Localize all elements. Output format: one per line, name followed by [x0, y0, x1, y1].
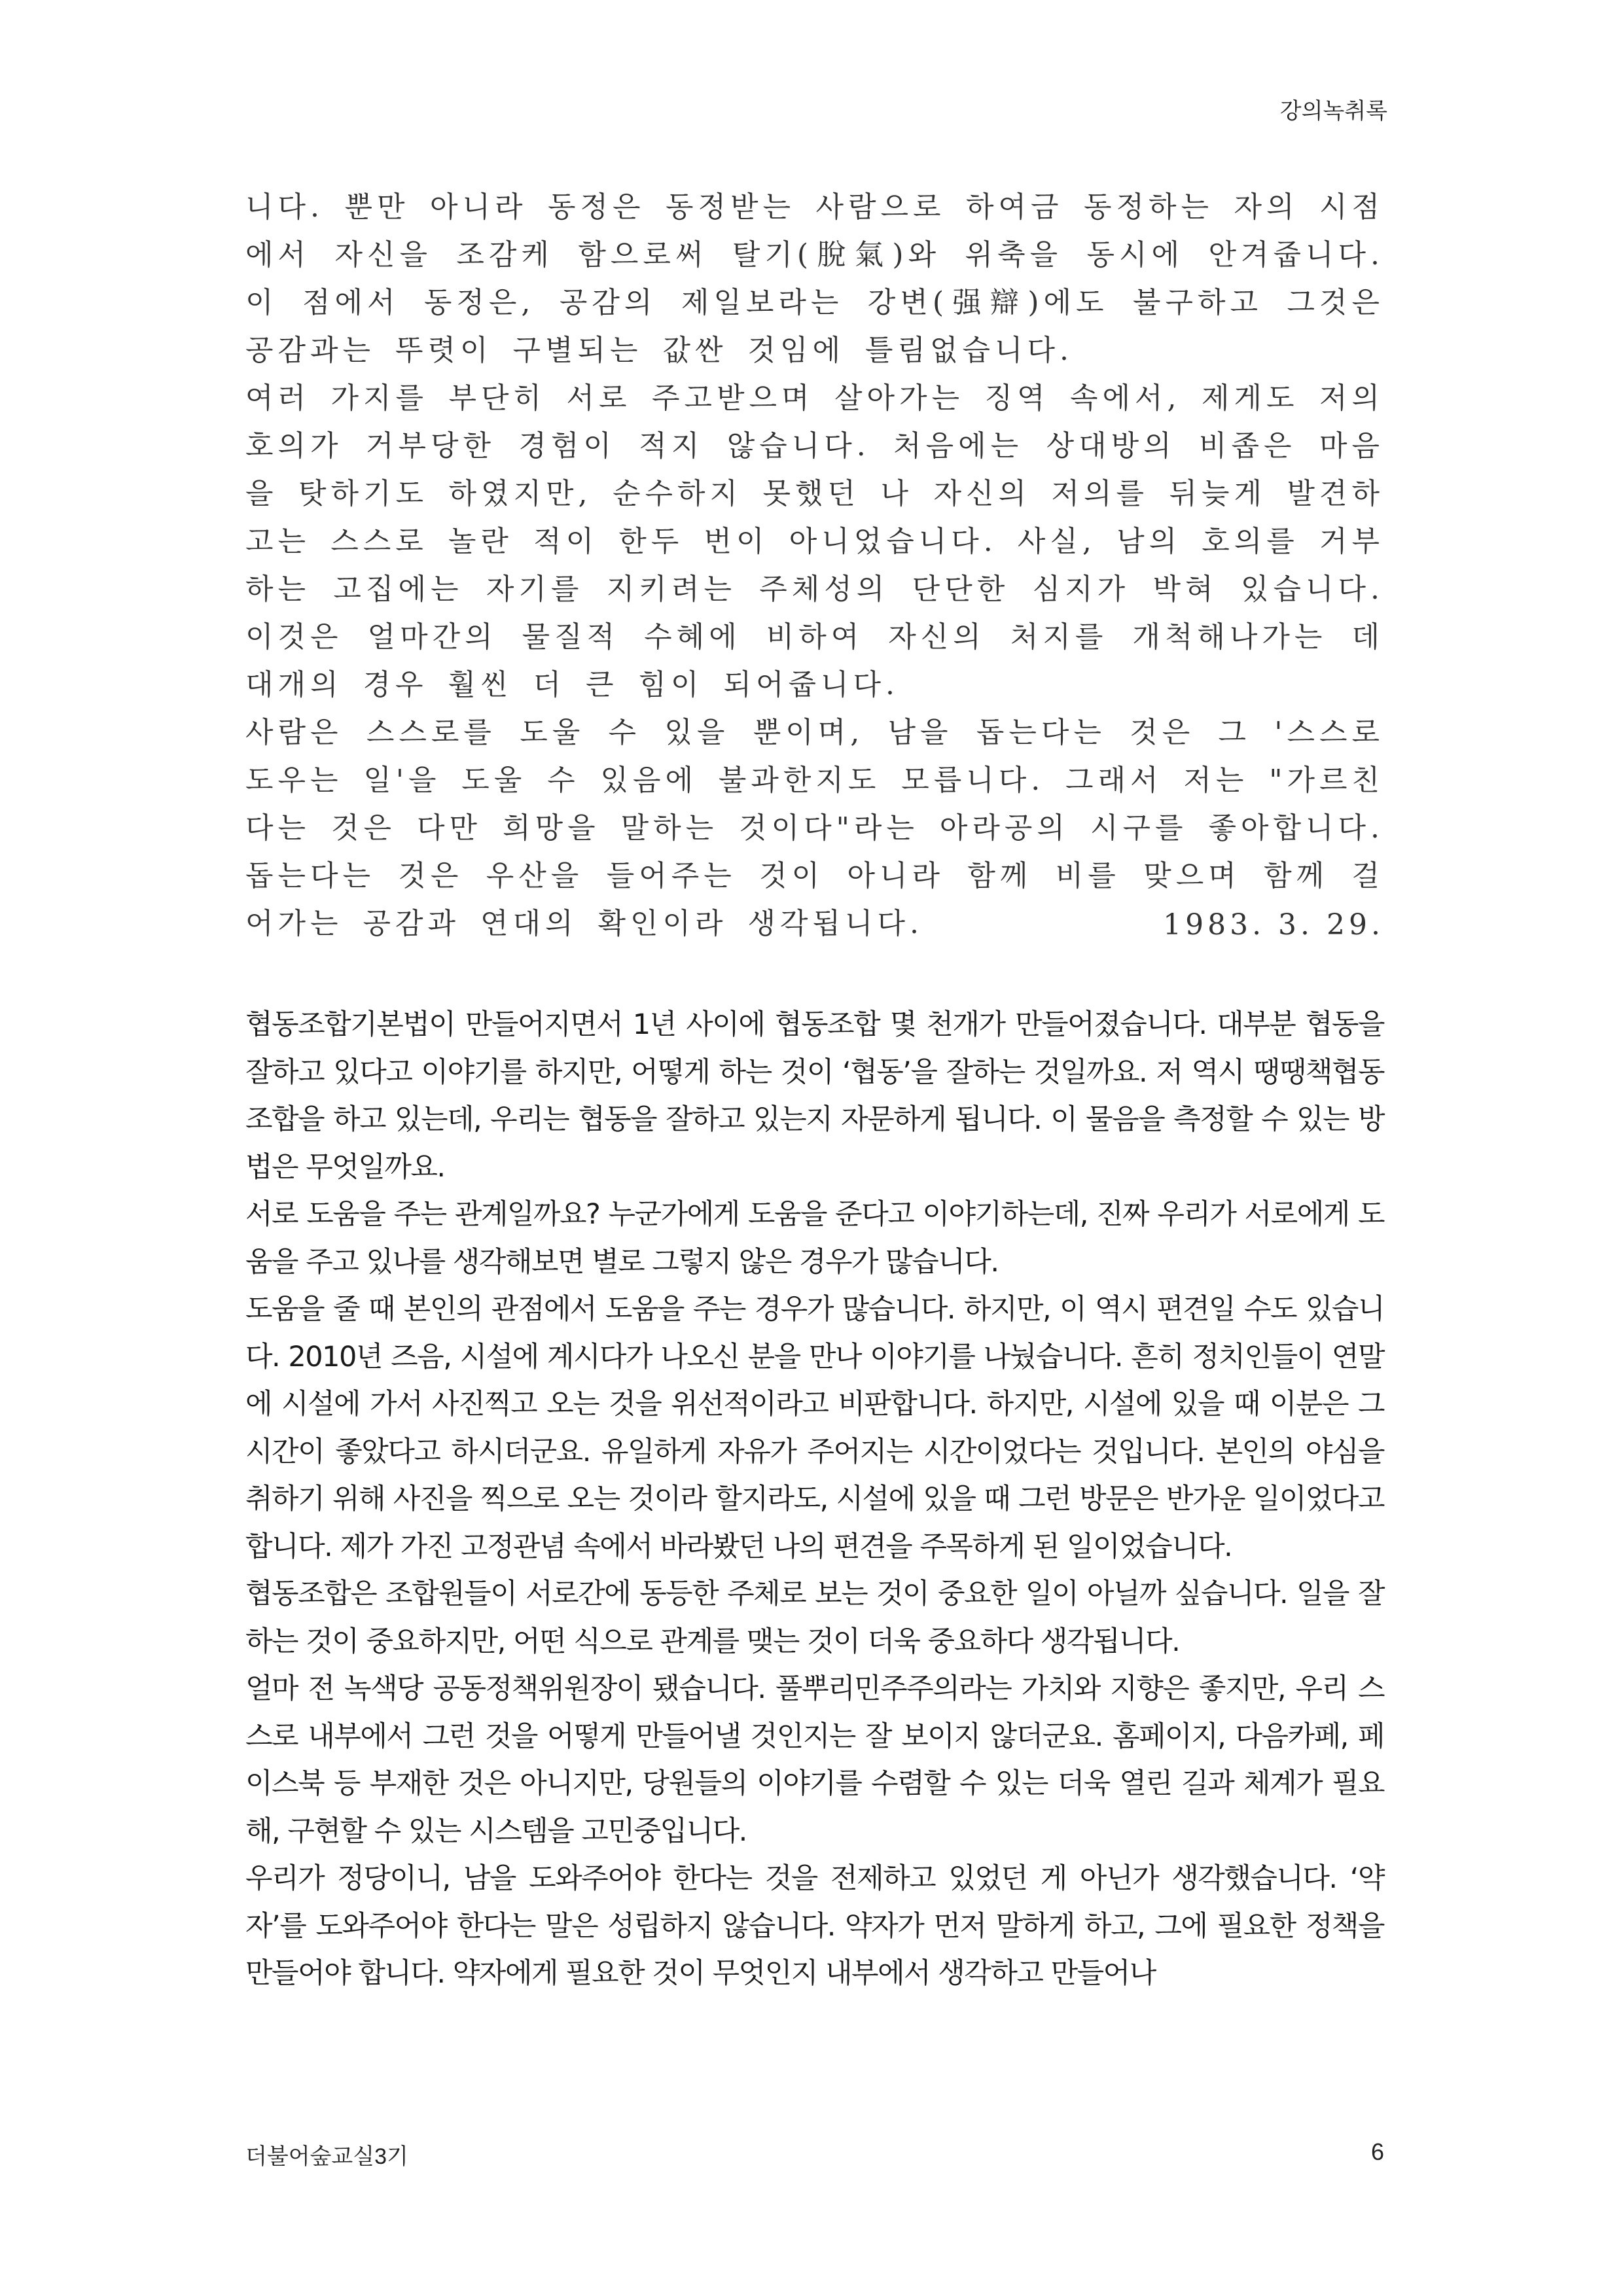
- quote-date: 1983. 3. 29.: [1163, 908, 1384, 942]
- body-paragraph: 도움을 줄 때 본인의 관점에서 도움을 주는 경우가 많습니다. 하지만, 이 역시 편견일 수도 있습니다. 2010년 즈음, 시설에 계시다가 나오신 분을 만나 이야기를 나눴습니다. 흔히 정치인들이 연말에 시설에 가서 사진찍고 오는 것을 위선적이라고 비판합니다. 하지만, 시설에 있을 때 이분은 그 시간이 좋았다고 하시더군요. 유일하게 자유가 주어지는 시간이었다는 것입니다. 본인의 야심을 취하기 위해 사진을 찍으로 오는 것이라 할지라도, 시설에 있을 때 그런 방문은 반가운 일이었다고 합니다. 제가 가진 고정관념 속에서 바라봤던 나의 편견을 주목하게 된 일이었습니다.: [245, 1293, 1384, 1563]
- body-paragraph: 협동조합기본법이 만들어지면서 1년 사이에 협동조합 몇 천개가 만들어졌습니다. 대부분 협동을 잘하고 있다고 이야기를 하지만, 어떻게 하는 것이 ‘협동’을 잘하는 것일까요. 저 역시 땡땡책협동조합을 하고 있는데, 우리는 협동을 잘하고 있는지 자문하게 됩니다. 이 물음을 측정할 수 있는 방법은 무엇일까요.: [245, 1008, 1384, 1184]
- body-paragraph: 우리가 정당이니, 남을 도와주어야 한다는 것을 전제하고 있었던 게 아닌가 생각했습니다. ‘약자’를 도와주어야 한다는 말은 성립하지 않습니다. 약자가 먼저 말하게 하고, 그에 필요한 정책을 만들어야 합니다. 약자에게 필요한 것이 무엇인지 내부에서 생각하고 만들어나: [245, 1862, 1384, 1990]
- page-number: 6: [1370, 2138, 1384, 2165]
- quoted-passage: [245, 183, 1384, 947]
- body-paragraph: 얼마 전 녹색당 공동정책위원장이 됐습니다. 풀뿌리민주주의라는 가치와 지향은 좋지만, 우리 스스로 내부에서 그런 것을 어떻게 만들어낼 것인지는 잘 보이지 않더군요. 홈페이지, 다음카페, 페이스북 등 부재한 것은 아니지만, 당원들의 이야기를 수렴할 수 있는 더욱 열린 길과 체계가 필요해, 구현할 수 있는 시스템을 고민중입니다.: [245, 1672, 1384, 1848]
- quote-paragraph: 여러 가지를 부단히 서로 주고받으며 살아가는 징역 속에서, 제게도 저의 호의가 거부당한 경험이 적지 않습니다. 처음에는 상대방의 비좁은 마음을 탓하기도 하였지만, 순수하지 못했던 나 자신의 저의를 뒤늦게 발견하고는 스스로 놀란 적이 한두 번이 아니었습니다. 사실, 남의 호의를 거부하는 고집에는 자기를 지키려는 주체성의 단단한 심지가 박혀 있습니다. 이것은 얼마간의 물질적 수혜에 비하여 자신의 처지를 개척해나가는 데 대개의 경우 훨씬 더 큰 힘이 되어줍니다.: [245, 381, 1384, 701]
- body-paragraph: 협동조합은 조합원들이 서로간에 동등한 주체로 보는 것이 중요한 일이 아닐까 싶습니다. 일을 잘하는 것이 중요하지만, 어떤 식으로 관계를 맺는 것이 더욱 중요하다 생각됩니다.: [245, 1578, 1384, 1658]
- running-header: 강의녹취록: [1279, 99, 1387, 124]
- footer-course-name: 더불어숲교실3기: [245, 2144, 408, 2169]
- lecture-transcript-body: [245, 1001, 1384, 1998]
- quote-paragraph: 사람은 스스로를 도울 수 있을 뿐이며, 남을 돕는다는 것은 그 '스스로 도우는 일'을 도울 수 있음에 불과한지도 모릅니다. 그래서 저는 "가르친다는 것은 다만 희망을 말하는 것이다"라는 아라공의 시구를 좋아합니다. 돕는다는 것은 우산을 들어주는 것이 아니라 함께 비를 맞으며 함께 걸어가는 공감과 연대의 확인이라 생각됩니다.: [245, 716, 1384, 940]
- body-paragraph: 서로 도움을 주는 관계일까요? 누군가에게 도움을 준다고 이야기하는데, 진짜 우리가 서로에게 도움을 주고 있나를 생각해보면 별로 그렇지 않은 경우가 많습니다.: [245, 1198, 1384, 1279]
- quote-paragraph: 니다. 뿐만 아니라 동정은 동정받는 사람으로 하여금 동정하는 자의 시점에서 자신을 조감케 함으로써 탈기(脫氣)와 위축을 동시에 안겨줍니다. 이 점에서 동정은, 공감의 제일보라는 강변(强辯)에도 불구하고 그것은 공감과는 뚜렷이 구별되는 값싼 것임에 틀림없습니다.: [245, 190, 1384, 367]
